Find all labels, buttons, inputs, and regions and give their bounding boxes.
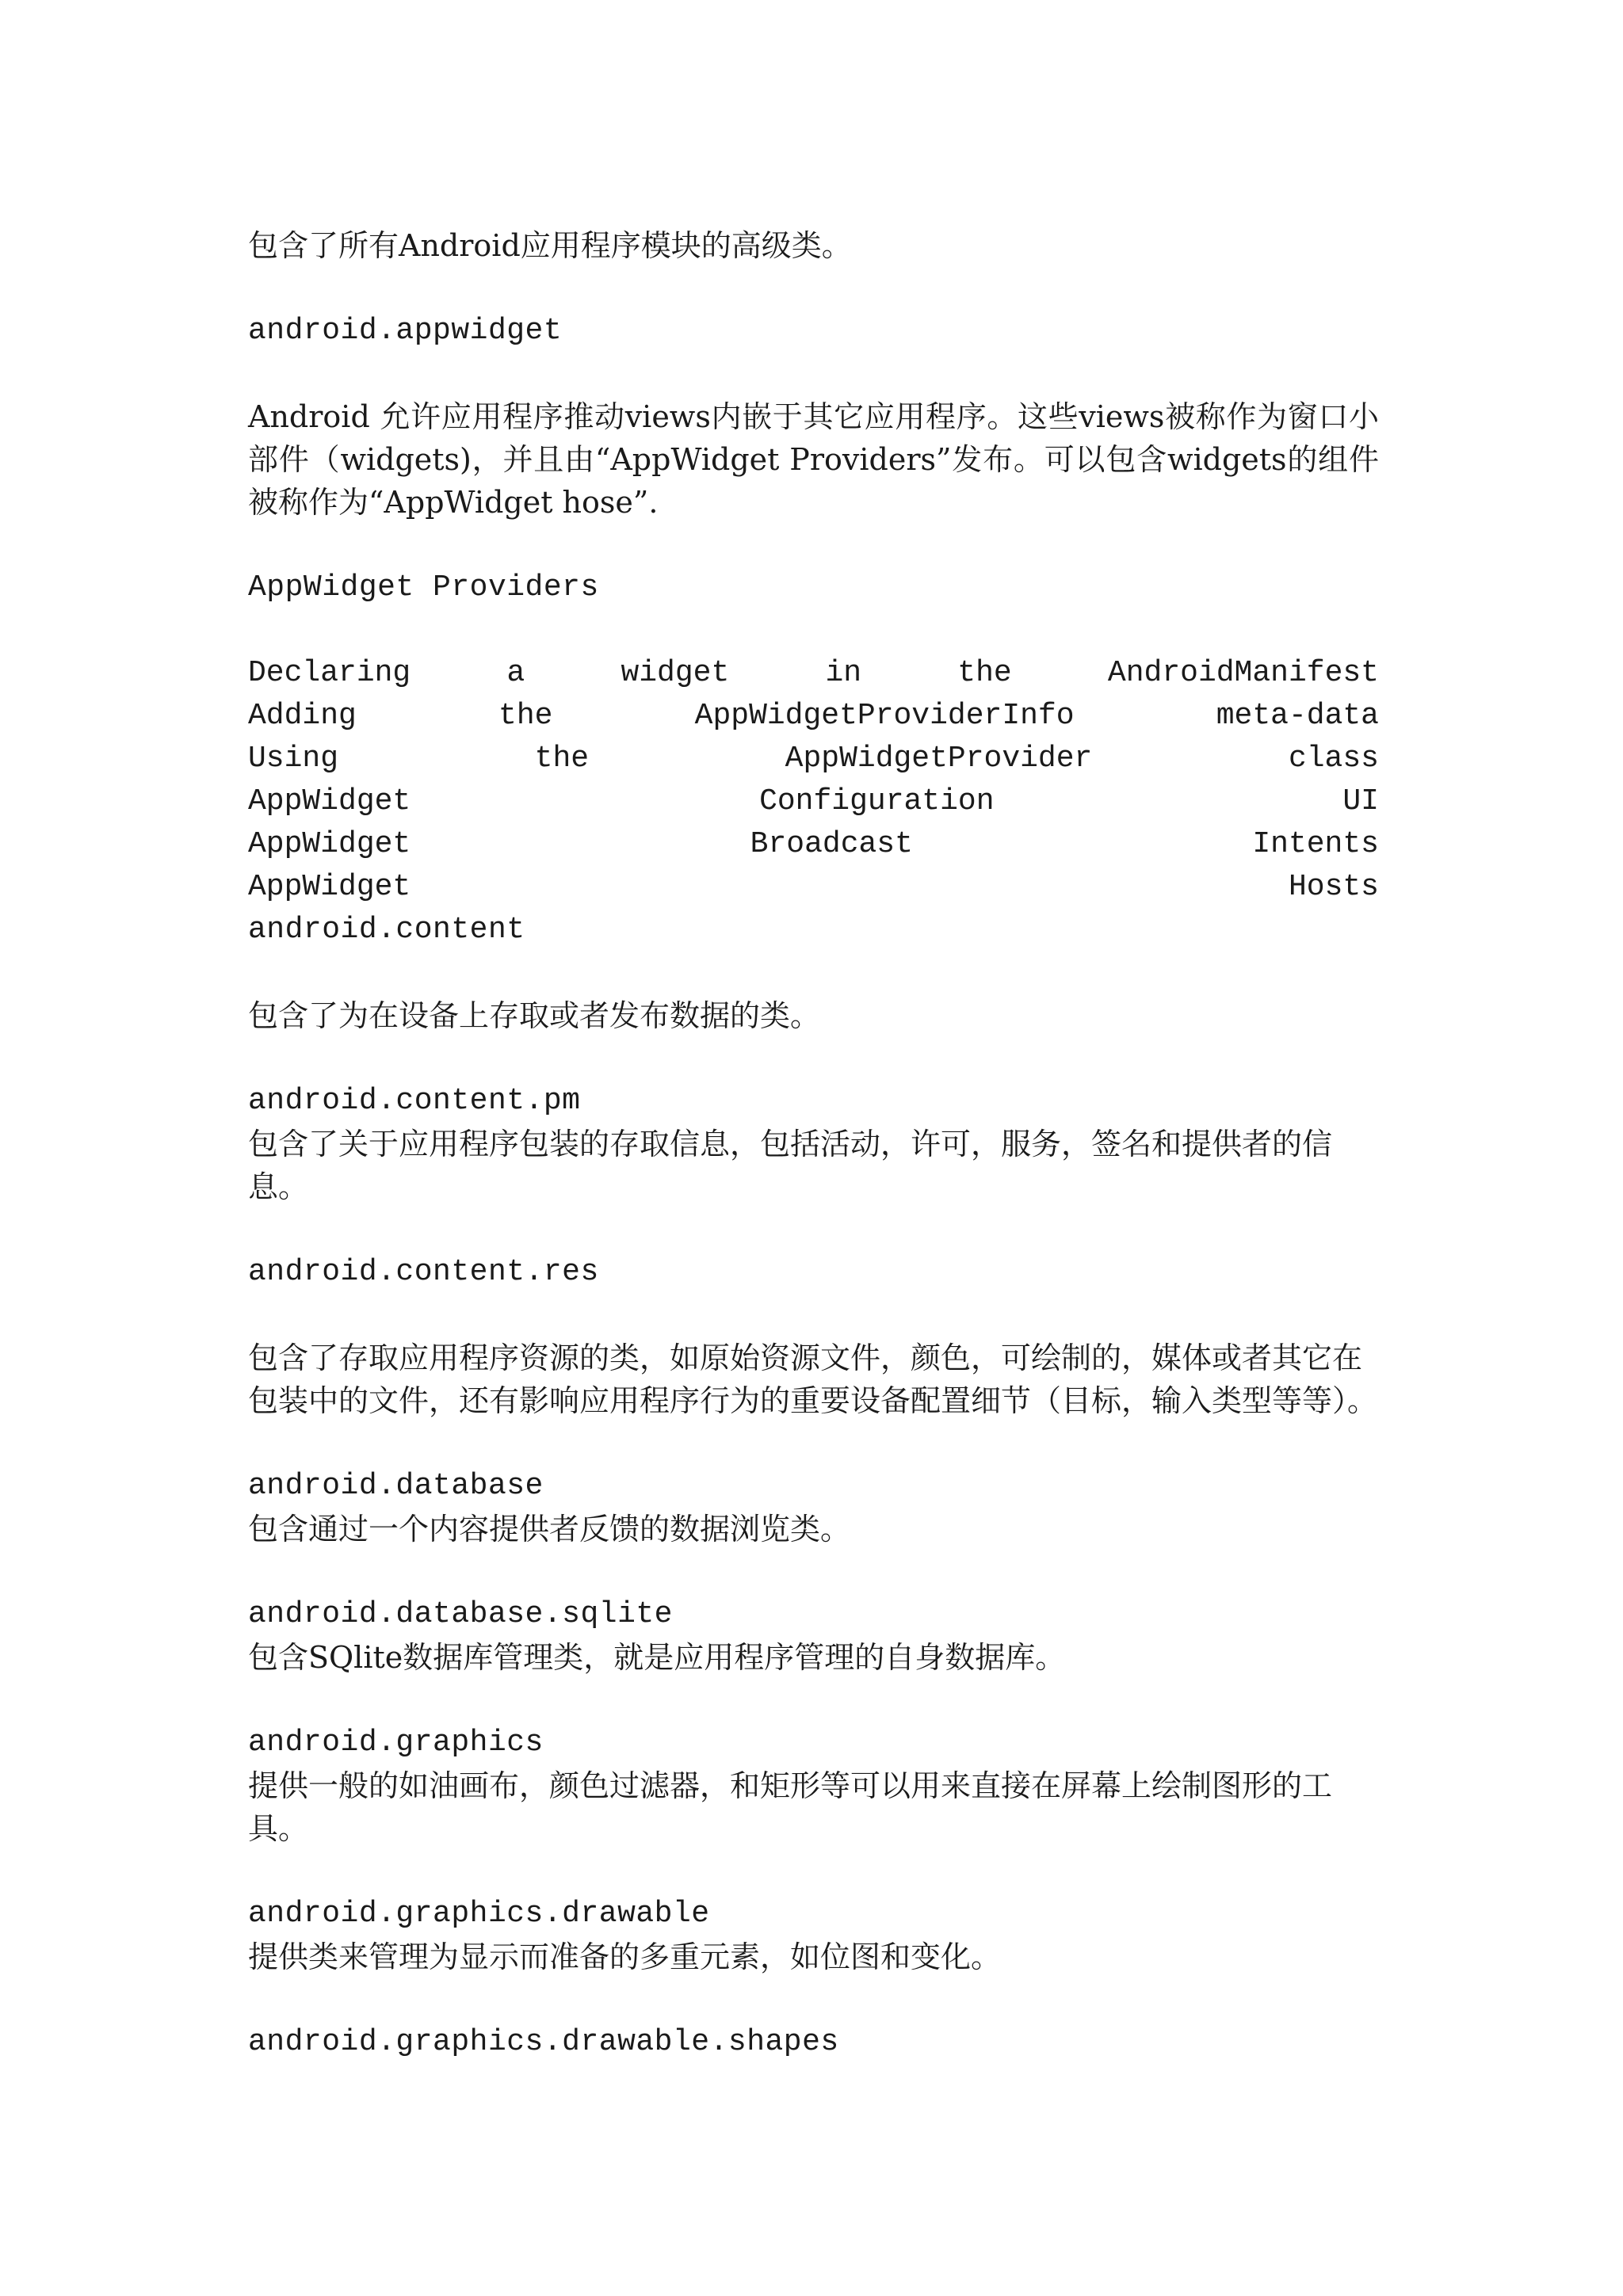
topic-word: UI — [1342, 784, 1379, 818]
paragraph-graphics-drawable-description: 提供类来管理为显示而准备的多重元素，如位图和变化。 — [248, 1939, 1002, 1974]
topic-word: Adding — [248, 699, 357, 733]
paragraph-content-res-description: 包含了存取应用程序资源的类，如原始资源文件，颜色，可绘制的，媒体或者其它在包装中的文件，还有影响应用程序行为的重要设备配置细节（目标，输入类型等等）。 — [248, 1341, 1378, 1418]
topic-row — [248, 652, 1379, 695]
topic-word: AppWidget — [248, 870, 411, 904]
topic-word: a — [506, 656, 525, 690]
topic-row — [248, 823, 1379, 866]
topic-word: the — [498, 699, 553, 733]
paragraph-content-description: 包含了为在设备上存取或者发布数据的类。 — [248, 998, 821, 1033]
document-body — [248, 224, 1379, 2064]
package-heading-content-pm: android.content.pm — [248, 1084, 581, 1118]
topic-word: AppWidget — [248, 827, 411, 861]
package-heading-content: android.content — [248, 913, 525, 947]
topic-word: class — [1288, 742, 1379, 776]
package-heading-appwidget: android.appwidget — [248, 314, 563, 348]
paragraph-content-pm-description: 包含了关于应用程序包装的存取信息，包括活动，许可，服务，签名和提供者的信息。 — [248, 1127, 1333, 1204]
package-heading-graphics: android.graphics — [248, 1726, 544, 1760]
topic-word: in — [825, 656, 862, 690]
topic-word: Configuration — [759, 784, 995, 818]
topic-word: the — [534, 742, 590, 776]
topic-word: AppWidgetProvider — [785, 742, 1093, 776]
paragraph-database-sqlite-description: 包含SQlite数据库管理类，就是应用程序管理的自身数据库。 — [248, 1640, 1066, 1675]
paragraph-database-description: 包含通过一个内容提供者反馈的数据浏览类。 — [248, 1512, 851, 1547]
package-heading-graphics-drawable-shapes: android.graphics.drawable.shapes — [248, 2025, 839, 2059]
topic-row — [248, 866, 1379, 909]
topic-word: the — [957, 656, 1012, 690]
topic-word: AppWidgetProviderInfo — [694, 699, 1075, 733]
topic-word: Intents — [1252, 827, 1379, 861]
topic-word: Broadcast — [750, 827, 913, 861]
package-heading-content-res: android.content.res — [248, 1255, 599, 1289]
paragraph-graphics-description: 提供一般的如油画布，颜色过滤器，和矩形等可以用来直接在屏幕上绘制图形的工具。 — [248, 1768, 1333, 1846]
topic-word: AppWidget — [248, 784, 411, 818]
topic-word: Declaring — [248, 656, 411, 690]
topic-row — [248, 695, 1379, 738]
topic-word: AndroidManifest — [1107, 656, 1379, 690]
topic-row — [248, 738, 1379, 780]
package-heading-database: android.database — [248, 1469, 544, 1503]
heading-appwidget-providers: AppWidget Providers — [248, 570, 599, 605]
paragraph-appwidget-description: Android 允许应用程序推动views内嵌于其它应用程序。这些views被称作为窗口小部件（widgets)，并且由“AppWidget Providers”发布。可以包含widgets的组件被称作为“AppWidget hose”. — [248, 399, 1379, 520]
package-heading-database-sqlite: android.database.sqlite — [248, 1597, 673, 1631]
paragraph-intro: 包含了所有Android应用程序模块的高级类。 — [248, 228, 852, 263]
package-heading-graphics-drawable: android.graphics.drawable — [248, 1897, 710, 1931]
topic-row — [248, 780, 1379, 823]
topic-word: meta-data — [1216, 699, 1379, 733]
topic-word: Using — [248, 742, 339, 776]
topic-word: widget — [621, 656, 730, 690]
topic-word: Hosts — [1288, 870, 1379, 904]
appwidget-topic-list — [248, 652, 1379, 909]
